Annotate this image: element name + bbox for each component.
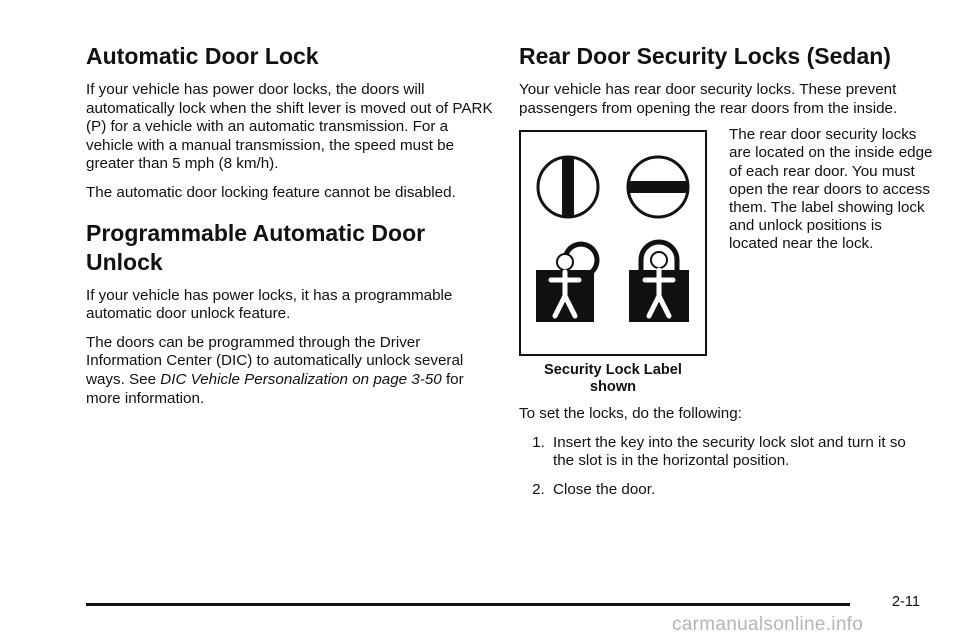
list-item: 1. Insert the key into the security lock slot and turn it so the slot is in the horizontal position.	[549, 434, 929, 471]
child-locked-padlock-icon	[629, 242, 689, 322]
list-item: 2. Close the door.	[549, 481, 929, 500]
horizontal-slot-icon	[628, 157, 688, 217]
paragraph-programmable-feature: If your vehicle has power locks, it has a programmable automatic door unlock feature.	[86, 286, 453, 323]
cross-reference-link[interactable]: DIC Vehicle Personalization on page 3-50	[160, 370, 442, 388]
dic-text-start: The doors can be programmed through the Driver Information Center (DIC) to automatically unlock several ways. See	[86, 333, 464, 388]
dic-text-end: for more information.	[86, 370, 464, 407]
watermark: carmanualsonline.info	[672, 614, 864, 635]
steps-list	[519, 434, 929, 500]
paragraph-security-locks-intro: Your vehicle has rear door security locks. These prevent passengers from opening the rear doors from the inside.	[519, 81, 898, 117]
security-lock-label-illustration	[519, 130, 707, 356]
lock-label-graphic	[521, 132, 705, 354]
security-lock-figure	[519, 130, 707, 396]
paragraph-dic-programming	[86, 334, 496, 408]
page-number: 2-11	[891, 594, 920, 610]
heading-rear-door-security-locks: Rear Door Security Locks (Sedan)	[519, 43, 891, 69]
figure-row	[519, 126, 933, 405]
paragraph-cannot-be-disabled: The automatic door locking feature cannot be disabled.	[86, 183, 456, 201]
child-unlocked-padlock-icon	[536, 244, 597, 322]
left-column	[86, 42, 496, 418]
heading-programmable-unlock: Programmable Automatic Door Unlock	[86, 219, 426, 275]
vertical-slot-icon	[538, 157, 598, 217]
paragraph-steps-intro: To set the locks, do the following:	[519, 405, 742, 423]
right-column	[519, 42, 933, 510]
heading-automatic-door-lock: Automatic Door Lock	[86, 43, 319, 69]
footer-rule	[86, 603, 850, 606]
figure-caption: Security Lock Label shown	[544, 362, 682, 396]
paragraph-lock-location: The rear door security locks are located on the inside edge of each rear door. You must open the rear doors to access them. The label showing lock and unlock positions is located near the lock.	[729, 126, 933, 253]
paragraph-automatic-lock-description: If your vehicle has power door locks, the doors will automatically lock when the shift lever is moved out of PARK (P) for a vehicle with an automatic transmission. For a vehicle with a manual transmission, the speed must be greater than 5 mph (8 km/h).	[86, 81, 493, 173]
